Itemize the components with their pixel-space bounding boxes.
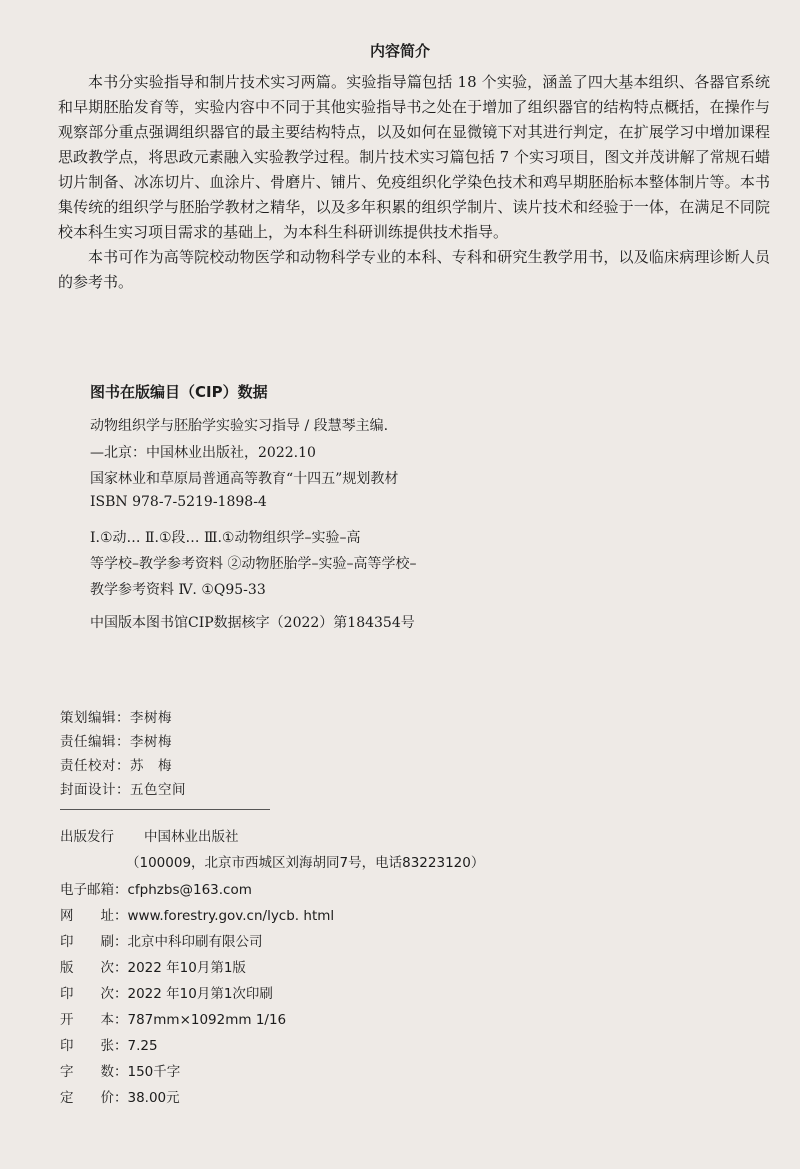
- printer-row: [60, 930, 263, 950]
- summary-body: [58, 70, 770, 295]
- staff-label: 责任校对：: [60, 758, 130, 774]
- summary-paragraph: 本书分实验指导和制片技术实习两篇。实验指导篇包括 18 个实验，涵盖了四大基本组织、各器官系统和早期胚胎发育等，实验内容中不同于其他实验指导书之处在于增加了组织器官的结构特点概括，在操作与观察部分重点强调组织器官的最主要结构特点，以及如何在显微镜下对其进行判定，在扩展学习中增加课程思政教学点，将思政元素融入实验教学过程。制片技术实习篇包括 7 个实习项目，图文并茂讲解了常规石蜡切片制备、冰冻切片、血涂片、骨磨片、铺片、免疫组织化学染色技术和鸡早期胚胎标本整体制片等。本书集传统的组织学与胚胎学教材之精华，以及多年积累的组织学制片、读片技术和经验于一体，在满足不同院校本科生实习项目需求的基础上，为本科生科研训练提供技术指导。: [58, 73, 770, 241]
- staff-label: 责任编辑：: [60, 734, 130, 750]
- cip-line: 国家林业和草原局普通高等教育“十四五”规划教材: [90, 471, 399, 487]
- edition-label: 版 次：: [60, 960, 128, 976]
- words-value: 150千字: [127, 1064, 181, 1080]
- printing-value: 2022 年10月第1次印刷: [127, 986, 273, 1002]
- sheets-label: 印 张：: [60, 1038, 128, 1054]
- website-row: [60, 904, 334, 924]
- printer-label: 印 刷：: [60, 934, 128, 950]
- cip-number: 中国版本图书馆CIP数据核字（2022）第184354号: [90, 615, 415, 631]
- email-row: [60, 878, 252, 898]
- cip-line: —北京：中国林业出版社，2022.10: [90, 445, 316, 461]
- summary-title: 内容简介: [369, 42, 430, 60]
- price-row: [60, 1086, 180, 1106]
- edition-row: [60, 956, 246, 976]
- staff-row: [60, 754, 172, 774]
- words-row: [60, 1060, 180, 1080]
- publisher-label: 出版发行: [60, 829, 114, 845]
- cip-line: ISBN 978-7-5219-1898-4: [90, 494, 267, 510]
- address-row: （100009，北京市西城区刘海胡同7号，电话83223120）: [126, 855, 485, 871]
- printing-row: [60, 982, 273, 1002]
- publisher-value: 中国林业出版社: [144, 829, 239, 845]
- staff-value: 苏 梅: [130, 758, 172, 774]
- staff-row: [60, 730, 172, 750]
- cip-line: Ⅰ.①动… Ⅱ.①段… Ⅲ.①动物组织学–实验–高: [90, 530, 361, 546]
- format-label: 开 本：: [60, 1012, 128, 1028]
- website-value: www.forestry.gov.cn/lycb. html: [127, 908, 335, 924]
- format-row: [60, 1008, 286, 1028]
- cip-line: 动物组织学与胚胎学实验实习指导 / 段慧琴主编.: [90, 418, 389, 434]
- sheets-row: [60, 1034, 158, 1054]
- price-value: 38.00元: [127, 1090, 180, 1106]
- divider: [60, 809, 270, 810]
- sheets-value: 7.25: [127, 1038, 158, 1054]
- staff-row: [60, 778, 186, 798]
- email-value: cfphzbs@163.com: [127, 882, 252, 898]
- format-value: 787mm×1092mm 1/16: [127, 1012, 287, 1028]
- cip-line: 教学参考资料 Ⅳ. ①Q95-33: [90, 582, 266, 598]
- edition-value: 2022 年10月第1版: [127, 960, 246, 976]
- staff-value: 李树梅: [130, 734, 172, 750]
- words-label: 字 数：: [60, 1064, 128, 1080]
- price-label: 定 价：: [60, 1090, 128, 1106]
- website-label: 网 址：: [60, 908, 128, 924]
- cip-line: 等学校–教学参考资料 ②动物胚胎学–实验–高等学校–: [90, 556, 417, 572]
- staff-row: [60, 706, 172, 726]
- printing-label: 印 次：: [60, 986, 128, 1002]
- publisher-row: [60, 825, 239, 845]
- staff-label: 策划编辑：: [60, 710, 130, 726]
- summary-paragraph: 本书可作为高等院校动物医学和动物科学专业的本科、专科和研究生教学用书，以及临床病理诊断人员的参考书。: [58, 248, 770, 291]
- email-label: 电子邮箱：: [60, 882, 128, 898]
- staff-value: 五色空间: [130, 782, 186, 798]
- staff-value: 李树梅: [130, 710, 172, 726]
- printer-value: 北京中科印刷有限公司: [127, 934, 263, 950]
- staff-label: 封面设计：: [60, 782, 130, 798]
- cip-title: 图书在版编目（CIP）数据: [90, 383, 268, 401]
